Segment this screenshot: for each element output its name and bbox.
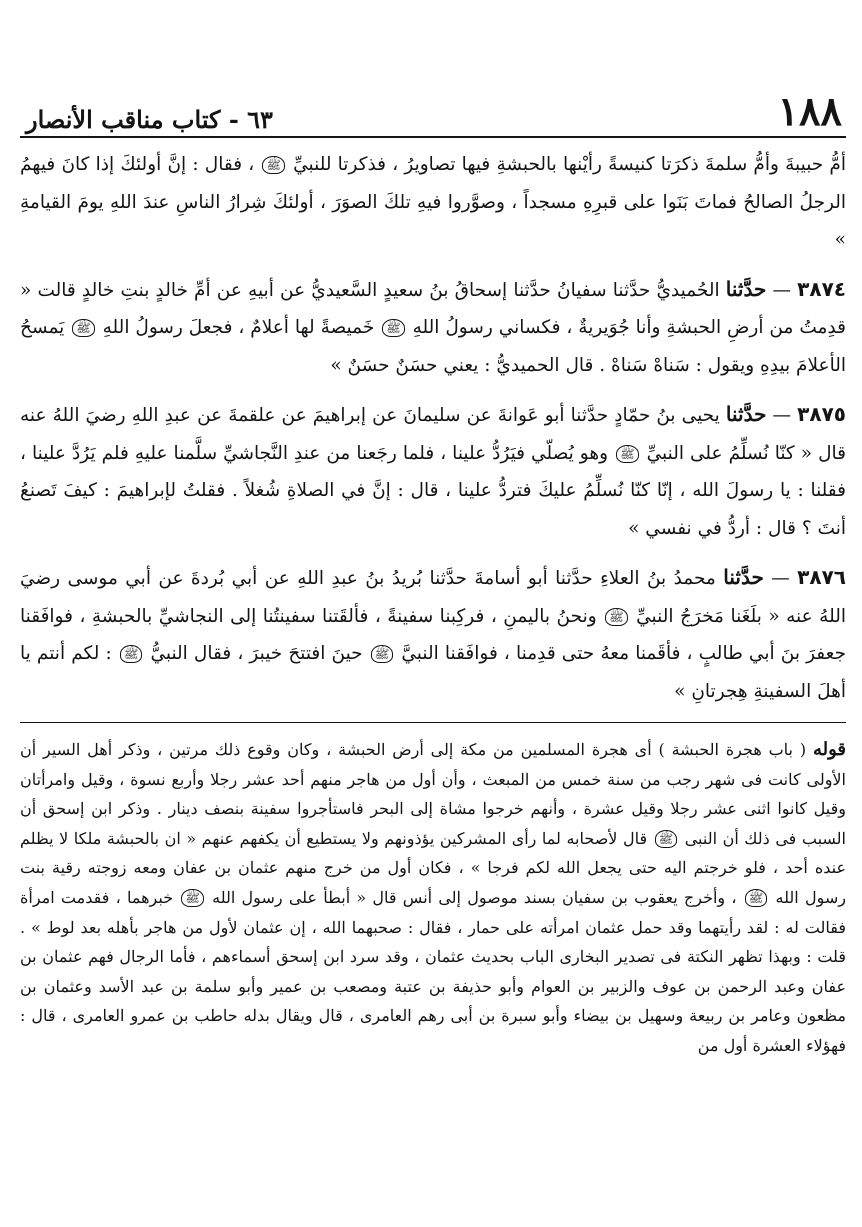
hadith-text: وهو يُصلّي فيَرُدُّ علينا ، فلما رجَعنا من عندِ النَّجاشيِّ سلَّمنا عليهِ فلم يَرُدَّ علينا ، فقلنا : يا رسولَ الله ، إنّا كنّا نُسلِّمُ عليكَ فتردُّ علينا ، قال : إنَّ في الصلاةِ شُغلاً . فقلتُ لإبراهيمَ : كيفَ تَصنعُ أنتَ ؟ قال : أردُّ في نفسي »	[20, 442, 846, 539]
salawat-glyph-icon: ﷺ	[655, 830, 678, 848]
hadith-text: حينَ افتتحَ خيبرَ ، فقال النبيُّ	[150, 643, 363, 664]
salawat-glyph-icon: ﷺ	[262, 156, 285, 174]
hadith-text: ، فقال : إنَّ أولئكَ إذا كانَ فيهمُ الرجلُ الصالحُ فماتَ بَنَوا على قبرِهِ مسجداً ، وصوَّروا فيهِ تلكَ الصوَرَ ، أولئكَ شِرارُ الناسِ عندَ اللهِ يومَ القيامةِ »	[20, 154, 846, 250]
book-page	[20, 14, 846, 1214]
page-body	[20, 146, 846, 1061]
commentary-text: ، وأخرج يعقوب بن سفيان بسند موصول إلى أنس قال « أبطأ على رسول الله	[212, 887, 737, 907]
hadith-text: أمُّ حبيبةَ وأمُّ سلمةَ ذكرَتا كنيسةً رأيْنها بالحبشةِ فيها تصاويرُ ، فذكرتا للنبيِّ	[293, 154, 847, 175]
salawat-glyph-icon: ﷺ	[382, 319, 405, 337]
hadith-continuation	[20, 146, 846, 259]
salawat-glyph-icon: ﷺ	[72, 319, 95, 337]
hadith-text: محمدُ بنُ العلاءِ حدَّثنا أبو أسامةَ حدَّثنا بُريدُ بنُ عبدِ اللهِ عن أبي بُردةَ عن أبي موسى رضيَ اللهُ عنه « بلَغَنا مَخرَجُ النبيِّ	[20, 568, 846, 627]
hadith-number: ٣٨٧٤	[797, 276, 846, 301]
salawat-glyph-icon: ﷺ	[371, 645, 394, 663]
hadith-text: خَميصةً لها أعلامٌ ، فجعلَ رسولُ اللهِ	[102, 317, 375, 338]
salawat-glyph-icon: ﷺ	[616, 445, 639, 463]
header-rule	[20, 136, 846, 138]
hadith-text: الحُميديُّ حدَّثنا سفيانُ حدَّثنا إسحاقُ بنُ سعيدٍ السَّعيديُّ عن أبيهِ عن أمِّ خالدٍ بنتِ خالدٍ قالت « قدِمتُ من أرضِ الحبشةِ وأنا جُوَيريةٌ ، فكساني رسولُ اللهِ	[20, 279, 846, 338]
hadith-3874: ٣٨٧٤ — حدَّثنا الحُميديُّ حدَّثنا سفيانُ حدَّثنا إسحاقُ بنُ سعيدٍ السَّعيديُّ عن أبيهِ عن أمِّ خالدٍ بنتِ خالدٍ قالت « قدِمتُ من أرضِ الحبشةِ وأنا جُوَيريةٌ ، فكساني رسولُ اللهِ ﷺ خَميصةً لها أعلامٌ ، فجعلَ رسولُ اللهِ ﷺ يَمسحُ الأعلامَ بيدِهِ ويقول : سَناهْ سَناهْ . قال الحميديُّ : يعني حسَنٌ حسَنٌ »	[20, 276, 846, 376]
page-header	[20, 80, 846, 135]
haddathana-marker: حدَّثنا	[725, 276, 767, 301]
hadith-text: ونحنُ باليمنِ ، فركِبنا سفينةً ، فألقَتنا سفينتُنا إلى النجاشيِّ بالحبشةِ ، فوافَقنا جعفرَ بنَ أبي طالبٍ ، فأقَمنا معهُ حتى قدِمنا ، فوافَقنا النبيَّ	[20, 605, 847, 664]
section-divider	[20, 722, 846, 723]
hadith-number: ٣٨٧٥	[797, 402, 846, 426]
commentary-lemma-marker: قوله	[812, 739, 846, 760]
salawat-glyph-icon: ﷺ	[120, 645, 143, 663]
hadith-3876: ٣٨٧٦ — حدَّثنا محمدُ بنُ العلاءِ حدَّثنا أبو أسامةَ حدَّثنا بُريدُ بنُ عبدِ اللهِ عن أبي بُردةَ عن أبي موسى رضيَ اللهُ عنه « بلَغَنا مَخرَجُ النبيِّ ﷺ ونحنُ باليمنِ ، فركِبنا سفينةً ، فألقَتنا سفينتُنا إلى النجاشيِّ بالحبشةِ ، فوافَقنا جعفرَ بنَ أبي طالبٍ ، فأقَمنا معهُ حتى قدِمنا ، فوافَقنا النبيَّ ﷺ حينَ افتتحَ خيبرَ ، فقال النبيُّ ﷺ : لكم أنتم يا أهلَ السفينةِ هِجرتانِ »	[20, 565, 847, 702]
hadith-text: يحيى بنُ حمّادٍ حدَّثنا أبو عَوانةَ عن سليمانَ عن إبراهيمَ عن علقمةَ عن عبدِ اللهِ رضيَ اللهُ عنه قال « كنّا نُسلِّمُ على النبيِّ	[20, 405, 846, 464]
commentary-text: خبرهما ، فقدمت امرأة فقالت له : لقد رأيتهما وقد حمل عثمان امرأته على حمار ، فقال : صحبهما الله ، إن عثمان لأول من هاجر بأهله بعد لوط » . قلت : وبهذا تظهر النكتة فى تصدير البخارى الباب بحديث عثمان ، وقد سرد ابن إسحق أسماءهم ، فأما الرجال فهم عثمان بن عفان وعبد الرحمن بن عوف والزبير بن العوام وأبو حذيفة بن عتبة ومصعب بن عمير وأبو سلمة بن عبد الأسد وعثمان بن مظعون وعامر بن ربيعة وسهيل بن بيضاء وأبو سبرة بن أبى رهم العامرى ، قال ويقال بدله حاطب بن عمرو العامرى ، قال : فهؤلاء العشرة أول من	[20, 887, 847, 1055]
haddathana-marker: حدَّثنا	[723, 565, 764, 589]
commentary-text: ( باب هجرة الحبشة ) أى هجرة المسلمين من مكة إلى أرض الحبشة ، وكان وقوع ذلك مرتين ، وذكر أهل السير أن الأولى كانت فى شهر رجب من سنة خمس من المبعث ، وأن أول من هاجر منهم أحد عشر رجلا وأربع نسوة ، وقيل وامرأتان وقيل كانوا اثنى عشر رجلا وقيل عشرة ، وأنهم خرجوا مشاة إلى البحر فاستأجروا سفينة بنصف دينار . وذكر ابن إسحق أن السبب فى ذلك أن النبى	[20, 740, 846, 848]
hadith-text: يَمسحُ الأعلامَ بيدِهِ ويقول : سَناهْ سَناهْ . قال الحميديُّ : يعني حسَنٌ حسَنٌ »	[20, 317, 846, 376]
page-number: ١٨٨	[777, 88, 842, 135]
hadith-text: : لكم أنتم يا أهلَ السفينةِ هِجرتانِ »	[20, 643, 846, 702]
commentary-paragraph	[20, 735, 846, 1061]
salawat-glyph-icon: ﷺ	[605, 608, 628, 626]
salawat-glyph-icon: ﷺ	[745, 889, 768, 907]
commentary-text: قال لأصحابه لما رأى المشركين يؤذونهم ولا يستطيع أن يكفهم عنهم « ان بالحبشة ملكا لا يظلم عنده أحد ، فلو خرجتم اليه حتى يجعل الله لكم فرجا » ، فكان أول من خرج منهم عثمان بن عفان ومعه زوجته رقية بنت رسول الله	[20, 828, 847, 907]
haddathana-marker: حدَّثنا	[725, 402, 767, 426]
hadith-number: ٣٨٧٦	[797, 565, 846, 589]
running-title: ٦٣ - كتاب مناقب الأنصار	[26, 105, 273, 134]
salawat-glyph-icon: ﷺ	[181, 889, 204, 907]
hadith-3875: ٣٨٧٥ — حدَّثنا يحيى بنُ حمّادٍ حدَّثنا أبو عَوانةَ عن سليمانَ عن إبراهيمَ عن علقمةَ عن عبدِ اللهِ رضيَ اللهُ عنه قال « كنّا نُسلِّمُ على النبيِّ ﷺ وهو يُصلّي فيَرُدُّ علينا ، فلما رجَعنا من عندِ النَّجاشيِّ سلَّمنا عليهِ فلم يَرُدَّ علينا ، فقلنا : يا رسولَ الله ، إنّا كنّا نُسلِّمُ عليكَ فتردُّ علينا ، قال : إنَّ في الصلاةِ شُغلاً . فقلتُ لإبراهيمَ : كيفَ تَصنعُ أنتَ ؟ قال : أردُّ في نفسي »	[20, 402, 846, 539]
